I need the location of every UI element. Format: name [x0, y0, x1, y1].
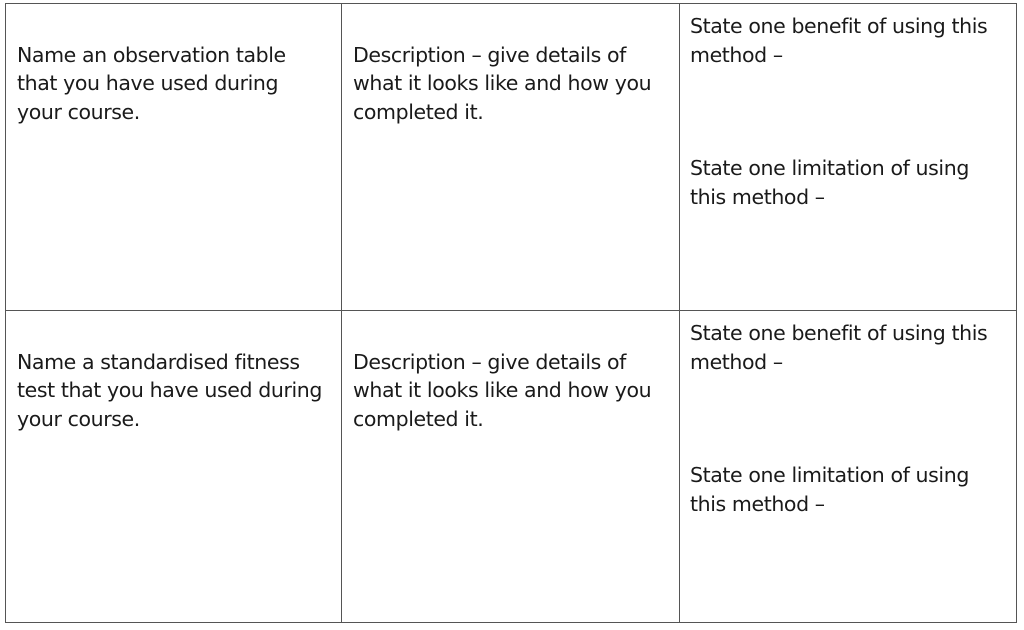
worksheet-table: [5, 3, 1017, 623]
observation-table-description-prompt: Description – give details of what it looks like and how you completed it.: [353, 42, 652, 124]
fitness-test-name-cell[interactable]: [6, 311, 342, 622]
fitness-test-evaluation-cell[interactable]: [680, 311, 1016, 622]
fitness-test-benefit-prompt: State one benefit of using this method –: [690, 321, 988, 374]
observation-table-name-prompt: Name an observation table that you have used during your course.: [17, 42, 286, 124]
observation-table-limitation-prompt: State one limitation of using this method –: [690, 156, 969, 209]
fitness-test-description-cell[interactable]: [342, 311, 680, 622]
observation-table-evaluation-cell[interactable]: [680, 4, 1016, 311]
observation-table-name-cell[interactable]: [6, 4, 342, 311]
observation-table-benefit-prompt: State one benefit of using this method –: [690, 14, 988, 67]
fitness-test-description-prompt: Description – give details of what it looks like and how you completed it.: [353, 349, 652, 431]
fitness-test-limitation-prompt: State one limitation of using this method –: [690, 463, 969, 516]
observation-table-description-cell[interactable]: [342, 4, 680, 311]
fitness-test-name-prompt: Name a standardised fitness test that you have used during your course.: [17, 349, 322, 431]
